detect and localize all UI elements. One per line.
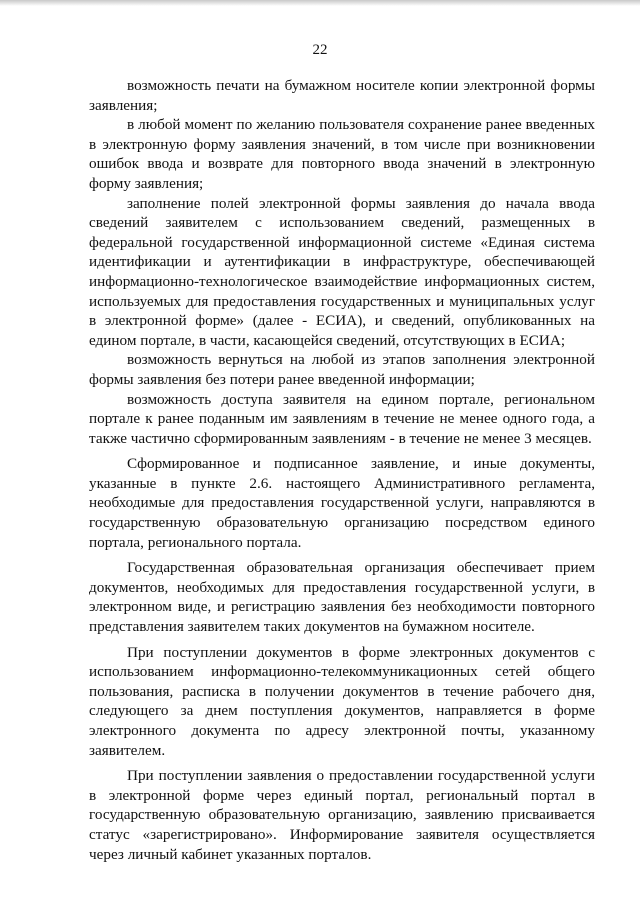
page-number: 22: [312, 42, 328, 58]
paragraph-autofill-esia: заполнение полей электронной формы заявления до начала ввода сведений заявителем с использованием сведений, размещенных в федеральной государственной информационной системе «Единая система идентификации и аутентификации в инфраструктуре, обеспечивающей информационно-технологическое взаимодействие информационных систем, используемых для предоставления государственных и муниципальных услуг в электронной форме» (далее - ЕСИА), и сведений, опубликованных на едином портале, в части, касающейся сведений, отсутствующих в ЕСИА;: [89, 194, 595, 349]
paragraph-return-to-step: возможность вернуться на любой из этапов заполнения электронной формы заявления без потери ранее введенной информации;: [89, 351, 595, 388]
paragraph-registration-status: При поступлении заявления о предоставлении государственной услуги в электронной форме через единый портал, региональный портал в государственную образовательную организацию, заявлению присваивается статус «зарегистрировано». Информирование заявителя осуществляется через личный кабинет указанных порталов.: [89, 767, 595, 863]
paragraph-organization-reception: Государственная образовательная организация обеспечивает прием документов, необходимых для предоставления государственной услуги, в электронном виде, и регистрацию заявления без необходимости повторного представления заявителем таких документов на бумажном носителе.: [89, 559, 595, 636]
paragraph-submitted-documents: Сформированное и подписанное заявление, и иные документы, указанные в пункте 2.6. настоящего Административного регламента, необходимые для предоставления государственной услуги, направляются в государственную образовательную организацию посредством единого портала, регионального портала.: [89, 455, 595, 551]
paragraph-save-values: в любой момент по желанию пользователя сохранение ранее введенных в электронную форму заявления значений, в том числе при возникновении ошибок ввода и возврате для повторного ввода значений в электронную форму заявления;: [89, 116, 595, 192]
paragraph-print-copy: возможность печати на бумажном носителе копии электронной формы заявления;: [89, 77, 595, 114]
paragraph-access-applications: возможность доступа заявителя на едином портале, региональном портале к ранее поданным им заявлениям в течение не менее одного года, а также частично сформированным заявлениям - в течение не менее 3 месяцев.: [89, 390, 595, 447]
scan-edge-shadow: [0, 0, 640, 6]
document-body: [89, 76, 595, 864]
paragraph-electronic-receipt: При поступлении документов в форме электронных документов с использованием информационно-телекоммуникационных сетей общего пользования, расписка в получении документов в течение рабочего дня, следующего за днем поступления документов, направляется в форме электронного документа по адресу электронной почты, указанному заявителем.: [89, 643, 595, 759]
